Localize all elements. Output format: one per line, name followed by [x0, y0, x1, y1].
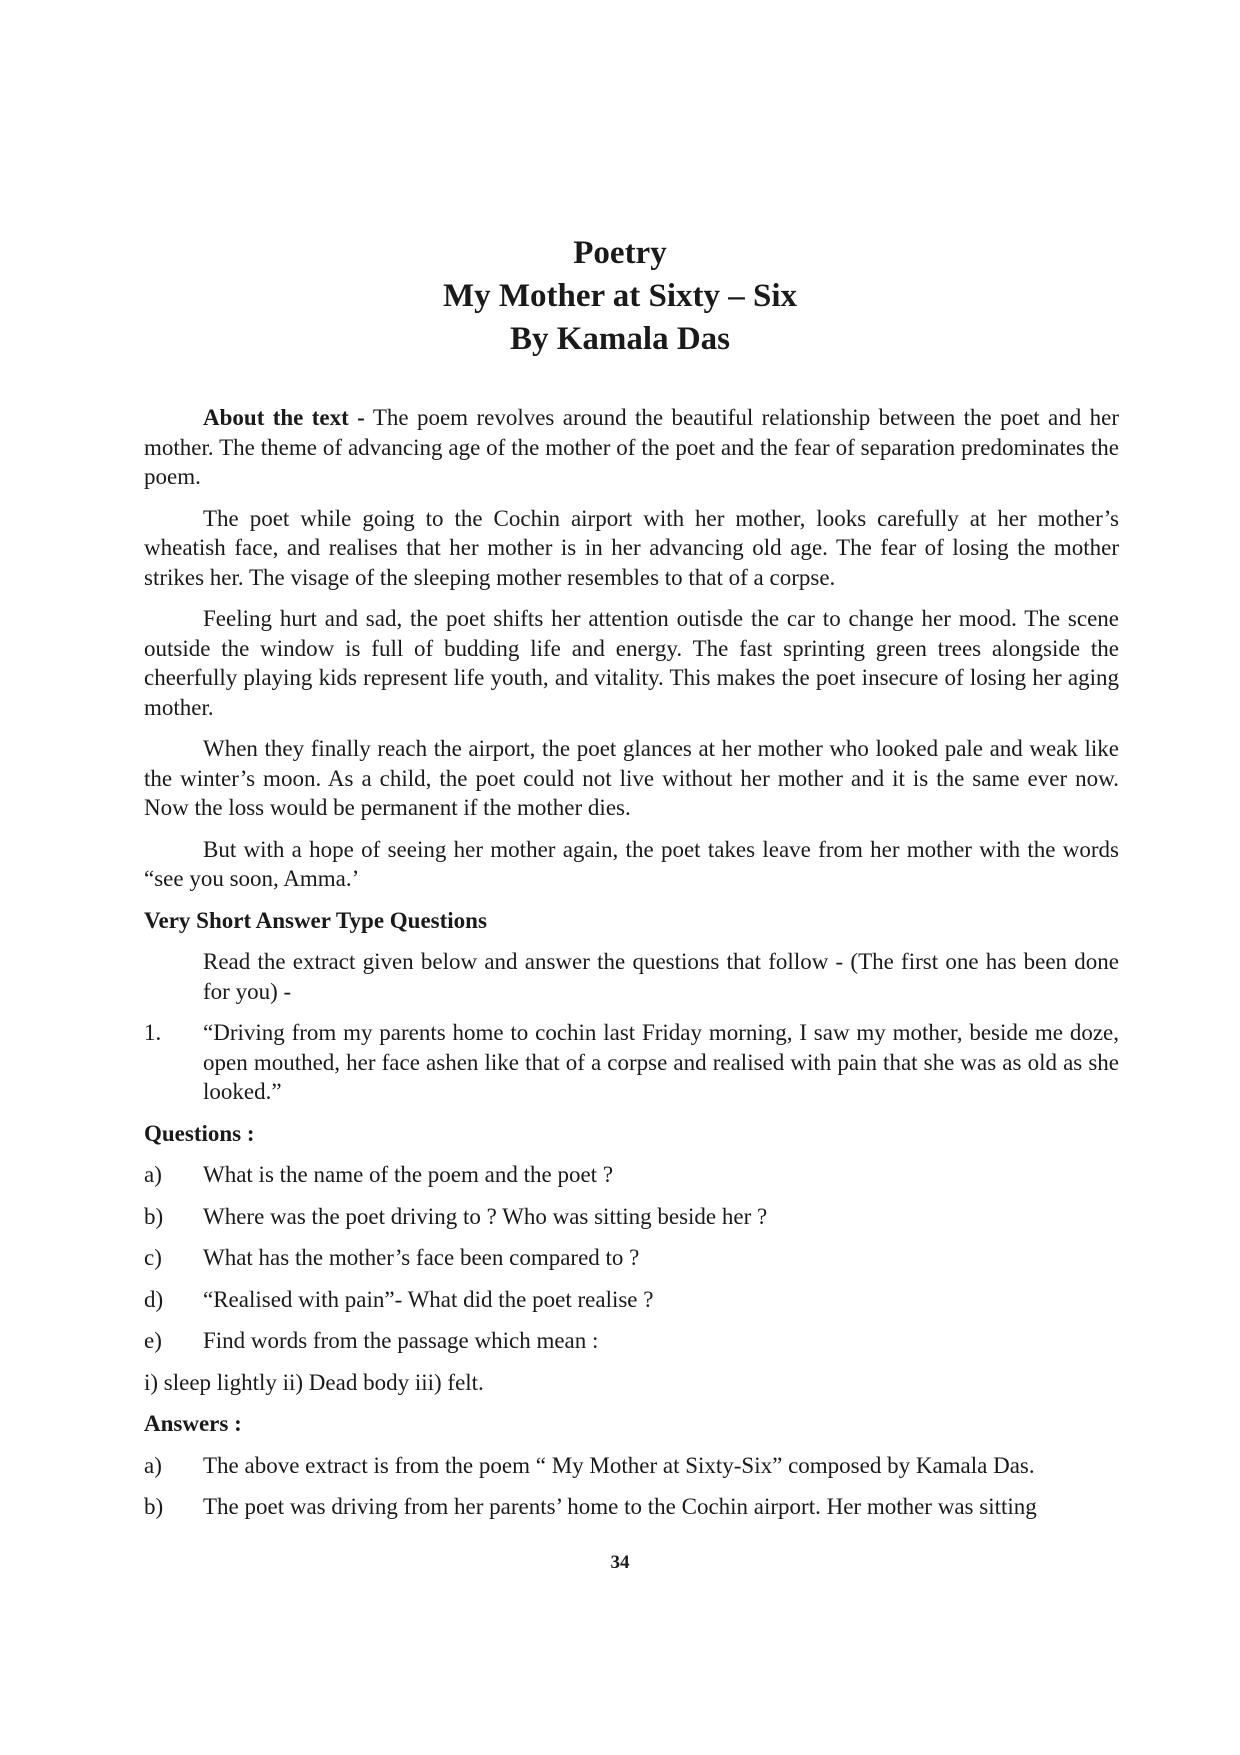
title-block	[0, 232, 1240, 361]
vsa-heading: Very Short Answer Type Questions	[144, 907, 487, 933]
question-label: d)	[144, 1286, 164, 1312]
question-text: Where was the poet driving to ? Who was sitting beside her ?	[203, 1203, 768, 1229]
questions-heading: Questions :	[144, 1120, 255, 1146]
question-label: a)	[144, 1162, 162, 1187]
question-label: c)	[144, 1245, 162, 1270]
vsa-instruction: Read the extract given below and answer the questions that follow - (The first one has been done for you) -	[203, 949, 1119, 1004]
main-content	[144, 403, 1119, 1534]
summary-paragraph: When they finally reach the airport, the poet glances at her mother who looked pale and weak like the winter’s moon. As a child, the poet could not live without her mother and it is the same ever now. Now the loss would be permanent if the mother dies.	[144, 736, 1119, 820]
question-item	[144, 1202, 1119, 1232]
summary-paragraph: But with a hope of seeing her mother again, the poet takes leave from her mother with the words “see you soon, Amma.’	[144, 836, 1119, 891]
extract-number: 1.	[144, 1020, 162, 1045]
question-label: e)	[144, 1328, 162, 1353]
question-text: “Realised with pain”- What did the poet realise ?	[203, 1286, 654, 1312]
question-item	[144, 1243, 1119, 1273]
poem-author: By Kamala Das	[509, 321, 730, 357]
poem-title: My Mother at Sixty – Six	[442, 278, 798, 314]
answer-text: The poet was driving from her parents’ home to the Cochin airport. Her mother was sitting	[203, 1494, 1037, 1519]
word-meanings-list: i) sleep lightly ii) Dead body iii) felt.	[144, 1369, 484, 1395]
extract-text: “Driving from my parents home to cochin last Friday morning, I saw my mother, beside me doze, open mouthed, her face ashen like that of a corpse and realised with pain that she was as old as she looked.”	[203, 1020, 1119, 1104]
question-text: What has the mother’s face been compared to ?	[203, 1245, 640, 1270]
question-text: What is the name of the poem and the poet ?	[203, 1162, 614, 1187]
answers-heading: Answers :	[144, 1411, 242, 1436]
question-item	[144, 1160, 1119, 1190]
question-item	[144, 1285, 1119, 1315]
summary-paragraph: Feeling hurt and sad, the poet shifts her attention outisde the car to change her mood. The scene outside the window is full of budding life and energy. The fast sprinting green trees alongside the cheerfully playing kids represent life youth, and vitality. This makes the poet insecure of losing her aging mother.	[144, 606, 1119, 720]
answer-label: a)	[144, 1452, 162, 1478]
extract-item	[144, 1018, 1119, 1107]
answer-text: The above extract is from the poem “ My Mother at Sixty-Six” composed by Kamala Das.	[203, 1452, 1035, 1478]
about-text: The poem revolves around the beautiful relationship between the poet and her mother. The theme of advancing age of the mother of the poet and the fear of separation predominates the poem.	[144, 405, 1120, 489]
page-number: 34	[610, 1552, 630, 1573]
answer-item	[144, 1451, 1119, 1481]
question-label: b)	[144, 1203, 164, 1229]
section-title: Poetry	[573, 235, 667, 271]
answer-label: b)	[144, 1494, 164, 1519]
about-paragraph	[144, 403, 1119, 492]
answer-item	[144, 1492, 1119, 1522]
summary-paragraph: The poet while going to the Cochin airport with her mother, looks carefully at her mother’s wheatish face, and realises that her mother is in her advancing old age. The fear of losing the mother strikes her. The visage of the sleeping mother resembles to that of a corpse.	[144, 505, 1119, 590]
question-text: Find words from the passage which mean :	[203, 1328, 599, 1353]
about-label: About the text -	[203, 405, 365, 430]
question-item	[144, 1326, 1119, 1356]
